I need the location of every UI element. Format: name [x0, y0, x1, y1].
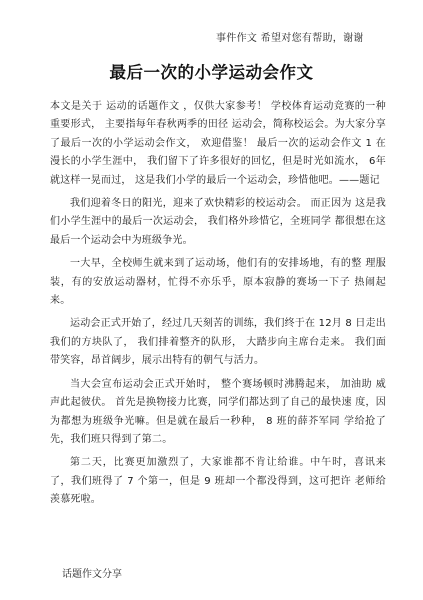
header-note: 事件作文 希望对您有帮助，谢谢: [216, 33, 364, 44]
body-paragraph: 运动会正式开始了，经过几天刻苦的训练，我们终于在 12月 8 日走出我们的方块队了， 我们排着整齐的队形， 大踏步向主席台走来。 我们面带笑容，昂首阔步，展示出特有的朝气与活力。: [50, 318, 386, 367]
body-paragraph: 我们迎着冬日的阳光，迎来了欢快精彩的校运动会。 而正因为 这是我们小学生涯中的最后一次运动会， 我们格外珍惜它，全班同学 都很想在这最后一个运动会中为班级争光。: [50, 198, 386, 246]
body-paragraph: 第二天，比赛更加激烈了，大家谁都不肯让给谁。中午时，喜讯来了，我们班得了 7 个第一，但是 9 班却一个都没得到，这可把许 老师给羡慕死啦。: [50, 457, 386, 506]
body-paragraph: 一大早，全校师生就来到了运动场，他们有的安排场地，有的整 理服装，有的安放运动器材，忙得不亦乐乎，原本寂静的赛场一下子 热闹起来。: [50, 258, 386, 307]
body-paragraph: 当大会宣布运动会正式开始时， 整个赛场顿时沸腾起来， 加油助 威声此起彼伏。 首先是换物接力比赛，同学们都达到了自己的最快速 度，因为都想为班级争光嘛。但是就在最后一秒种， 8 班的薛芥军同 学给抢了先，我们班只得到了第二。: [50, 378, 386, 445]
essay-body: [50, 98, 386, 510]
document-title: 最后一次的小学运动会作文: [109, 63, 314, 82]
intro-paragraph: 本文是关于 运动的话题作文 ，仅供大家参考！ 学校体育运动竞赛的一种重要形式， 主要指每年春秋两季的田径 运动会，简称校运会。为大家分享了最后一次的小学运动会作文， 欢迎借鉴！ 最后一次的运动会作文 1 在漫长的小学生涯中， 我们留下了许多很好的回忆，但是时光如流水， 6年就这样一晃而过， 这是我们小学的最后一个运动会，珍惜他吧。——题记: [50, 101, 386, 186]
footer-label: 话题作文分享: [62, 569, 122, 580]
